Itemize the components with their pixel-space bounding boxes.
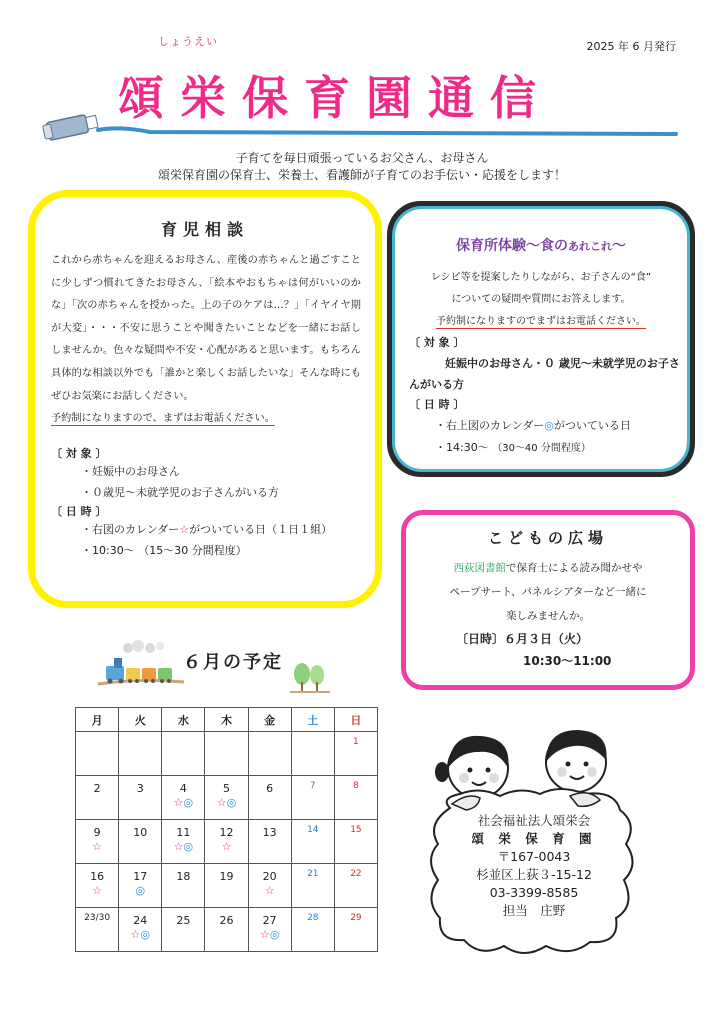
calendar-day-cell [291, 820, 334, 864]
double-circle-icon: ◎ [544, 419, 554, 432]
calendar-day-cell [162, 908, 205, 952]
calendar-day-number: 28 [307, 913, 319, 923]
plaza-section [401, 510, 695, 690]
calendar-day-number: 18 [176, 870, 191, 883]
calendar-day-cell [334, 732, 377, 776]
plaza-time: 10:30～11:00 [523, 654, 612, 668]
calendar-day-number: 25 [176, 914, 191, 927]
org-phone: 03-3399-8585 [489, 885, 579, 900]
calendar-day-number: 19 [219, 870, 234, 883]
intro-line-1: 子育てを毎日頑張っているお父さん、お母さん [235, 151, 489, 165]
calendar-event-mark [205, 796, 247, 809]
calendar-day-number: 26 [219, 914, 234, 927]
consultation-title: 育児相談 [160, 220, 249, 239]
star-icon: ☆ [173, 840, 184, 853]
experience-date-label: 〔 日 時 〕 [409, 398, 465, 411]
weekday-sun: 日 [334, 708, 377, 732]
consultation-date-line [81, 519, 375, 540]
org-zip: 〒167-0043 [497, 849, 571, 864]
consultation-target-2: ・０歳児～未就学児のお子さんがいる方 [81, 485, 279, 499]
plaza-line-1: で保育士による読み聞かせや [506, 562, 643, 574]
calendar-day-cell [76, 864, 119, 908]
plaza-line-3: 楽しみませんか。 [506, 610, 590, 622]
calendar-day-number: 22 [350, 869, 362, 879]
calendar-day-cell [248, 908, 291, 952]
calendar-day-number: 2 [93, 782, 101, 795]
experience-date-post: がついている日 [553, 419, 631, 432]
calendar-day-number: 13 [262, 826, 277, 839]
library-name: 西荻図書館 [453, 562, 506, 574]
calendar-day-number: 5 [223, 782, 231, 795]
calendar-day-cell [205, 776, 248, 820]
double-circle-icon: ◎ [226, 796, 237, 809]
consultation-time-line [81, 540, 375, 561]
double-circle-icon: ◎ [269, 928, 280, 941]
calendar-week-row [76, 864, 378, 908]
calendar-event-mark [119, 884, 161, 897]
calendar-day-number: 6 [266, 782, 274, 795]
experience-target-text: 妊娠中のお母さん・０ 歳児～未就学児のお子さんがいる方 [409, 357, 680, 391]
calendar-day-cell [334, 864, 377, 908]
experience-line-1: レシピ等を提案したりしながら、お子さんの“食” [430, 272, 652, 283]
calendar-day-number: 23/30 [84, 913, 111, 923]
calendar-day-number: 21 [307, 869, 319, 879]
calendar-day-cell [205, 820, 248, 864]
weekday-fri: 金 [248, 708, 291, 732]
star-icon: ☆ [221, 840, 232, 853]
june-calendar [75, 707, 378, 952]
star-icon: ☆ [264, 884, 275, 897]
calendar-day-number: 8 [353, 781, 359, 791]
calendar-day-cell [162, 776, 205, 820]
calendar-day-cell [205, 864, 248, 908]
calendar-event-mark [162, 840, 204, 853]
consultation-target-1: ・妊娠中のお母さん [81, 464, 180, 478]
calendar-day-cell [119, 732, 162, 776]
experience-title-small: あれこれ [568, 240, 612, 253]
plaza-date: 〔日時〕６月３日（火） [456, 632, 589, 646]
weekday-wed: 水 [162, 708, 205, 732]
org-name: 頌 栄 保 育 園 [471, 831, 597, 846]
consultation-date-pre: ・右図のカレンダー [81, 522, 180, 536]
experience-note: 予約制になりますのでまずはお電話ください。 [436, 316, 646, 327]
weekday-sat: 土 [291, 708, 334, 732]
consultation-date-post: がついている日（１日１組） [189, 522, 333, 536]
calendar-day-number: 1 [353, 737, 359, 747]
consultation-date-label: 〔 日 時 〕 [51, 504, 107, 518]
calendar-day-number: 29 [350, 913, 362, 923]
calendar-day-cell [162, 864, 205, 908]
double-circle-icon: ◎ [183, 840, 194, 853]
calendar-day-number: 24 [133, 914, 148, 927]
calendar-day-cell [205, 732, 248, 776]
calendar-day-cell [119, 776, 162, 820]
experience-inner-border [392, 206, 690, 472]
experience-date-pre: ・右上図のカレンダー [435, 419, 545, 432]
calendar-day-cell [291, 864, 334, 908]
toothpaste-line-icon [40, 110, 680, 146]
calendar-event-mark [249, 884, 291, 897]
calendar-day-cell [248, 732, 291, 776]
calendar-event-mark [205, 840, 247, 853]
star-icon: ☆ [92, 884, 103, 897]
calendar-day-cell [248, 820, 291, 864]
double-circle-icon: ◎ [140, 928, 150, 941]
double-circle-icon: ◎ [135, 884, 146, 897]
trees-icon [290, 660, 330, 694]
plaza-line-2: ペープサート、パネルシアターなど一緒に [449, 586, 647, 598]
calendar-day-cell [76, 776, 119, 820]
calendar-week-row [76, 820, 378, 864]
newsletter-title: 頌栄保育園通信 [118, 71, 552, 125]
calendar-day-cell [76, 820, 119, 864]
calendar-title: ６月の予定 [183, 652, 283, 673]
calendar-week-row [76, 908, 378, 952]
intro-line-2: 頌栄保育園の保育士、栄養士、看護師が子育てのお手伝い・応援をします！ [157, 168, 566, 182]
consultation-target-label: 〔 対 象 〕 [51, 446, 107, 460]
organization-info [446, 812, 622, 920]
calendar-day-number: 27 [262, 914, 277, 927]
org-corporation: 社会福祉法人頌栄会 [477, 813, 591, 828]
calendar-day-cell [162, 820, 205, 864]
calendar-day-number: 3 [136, 782, 144, 795]
issue-date: 2025 年 6 月発行 [586, 40, 676, 53]
star-icon: ☆ [179, 522, 190, 536]
train-icon [96, 640, 186, 690]
experience-duration: （30～40 分間程度） [492, 443, 591, 454]
weekday-mon: 月 [76, 708, 119, 732]
experience-line-2: についての疑問や質問にお答えします。 [451, 294, 631, 305]
calendar-day-number: 16 [90, 870, 105, 883]
calendar-day-cell [334, 820, 377, 864]
star-icon: ☆ [173, 796, 184, 809]
calendar-day-cell [205, 908, 248, 952]
weekday-thu: 木 [205, 708, 248, 732]
calendar-day-number: 9 [93, 826, 101, 839]
calendar-day-cell [291, 908, 334, 952]
double-circle-icon: ◎ [183, 796, 194, 809]
experience-title-main: 保育所体験～食の [456, 238, 568, 254]
calendar-day-number: 17 [133, 870, 148, 883]
intro-text [0, 150, 724, 184]
experience-time: ・14:30～ [435, 441, 489, 454]
calendar-day-cell [248, 776, 291, 820]
calendar-day-cell [291, 776, 334, 820]
calendar-weekday-row [76, 708, 378, 732]
calendar-day-number: 12 [219, 826, 234, 839]
calendar-event-mark [249, 928, 291, 941]
calendar-event-mark [76, 840, 118, 853]
calendar-event-mark [119, 928, 161, 941]
consultation-body: これから赤ちゃんを迎えるお母さん、産後の赤ちゃんと過ごすことに少しずつ慣れてきたお母さん、「絵本やおもちゃは何がいいのかな」「次の赤ちゃんを授かった。上の子のケアは…？」「イヤイヤ期が大変」・・・不安に思うことや聞きたいことなどを一緒にお話ししませんか。色々な疑問や不安・心配があると思います。もちろん具体的な相談以外でも「誰かと楽しくお話したいな」そんな時にもぜひお気楽にお話しください。 [51, 255, 361, 402]
consultation-time: ・10:30～ [81, 543, 135, 557]
calendar-event-mark [76, 884, 118, 897]
consultation-section [28, 190, 382, 608]
title-reading: しょうえい [158, 35, 218, 48]
org-address: 杉並区上荻３-15-12 [476, 867, 592, 882]
calendar-week-row [76, 732, 378, 776]
star-icon: ☆ [216, 796, 227, 809]
calendar-day-number: 14 [307, 825, 319, 835]
org-staff: 担当 庄野 [502, 903, 566, 918]
calendar-day-cell [119, 908, 162, 952]
calendar-day-cell [334, 908, 377, 952]
calendar-day-number: 15 [350, 825, 362, 835]
calendar-day-cell [334, 776, 377, 820]
calendar-day-cell [76, 908, 119, 952]
calendar-day-cell [248, 864, 291, 908]
star-icon: ☆ [259, 928, 270, 941]
calendar-day-number: 7 [309, 781, 316, 791]
calendar-day-number: 10 [133, 826, 148, 839]
calendar-day-cell [119, 820, 162, 864]
calendar-week-row [76, 776, 378, 820]
calendar-day-number: 20 [262, 870, 277, 883]
consultation-duration: （15～30 分間程度） [138, 543, 247, 557]
experience-target-label: 〔 対 象 〕 [409, 336, 465, 349]
experience-title-end: ～ [612, 238, 626, 254]
plaza-title: こどもの広場 [487, 529, 608, 547]
calendar-day-cell [76, 732, 119, 776]
star-icon: ☆ [92, 840, 103, 853]
consultation-note: 予約制になりますので、まずはお電話ください。 [51, 413, 275, 425]
calendar-day-cell [162, 732, 205, 776]
calendar-day-number: 4 [179, 782, 187, 795]
star-icon: ☆ [130, 928, 141, 941]
weekday-tue: 火 [119, 708, 162, 732]
calendar-day-number: 11 [176, 826, 191, 839]
calendar-event-mark [162, 796, 204, 809]
calendar-day-cell [119, 864, 162, 908]
calendar-day-cell [291, 732, 334, 776]
